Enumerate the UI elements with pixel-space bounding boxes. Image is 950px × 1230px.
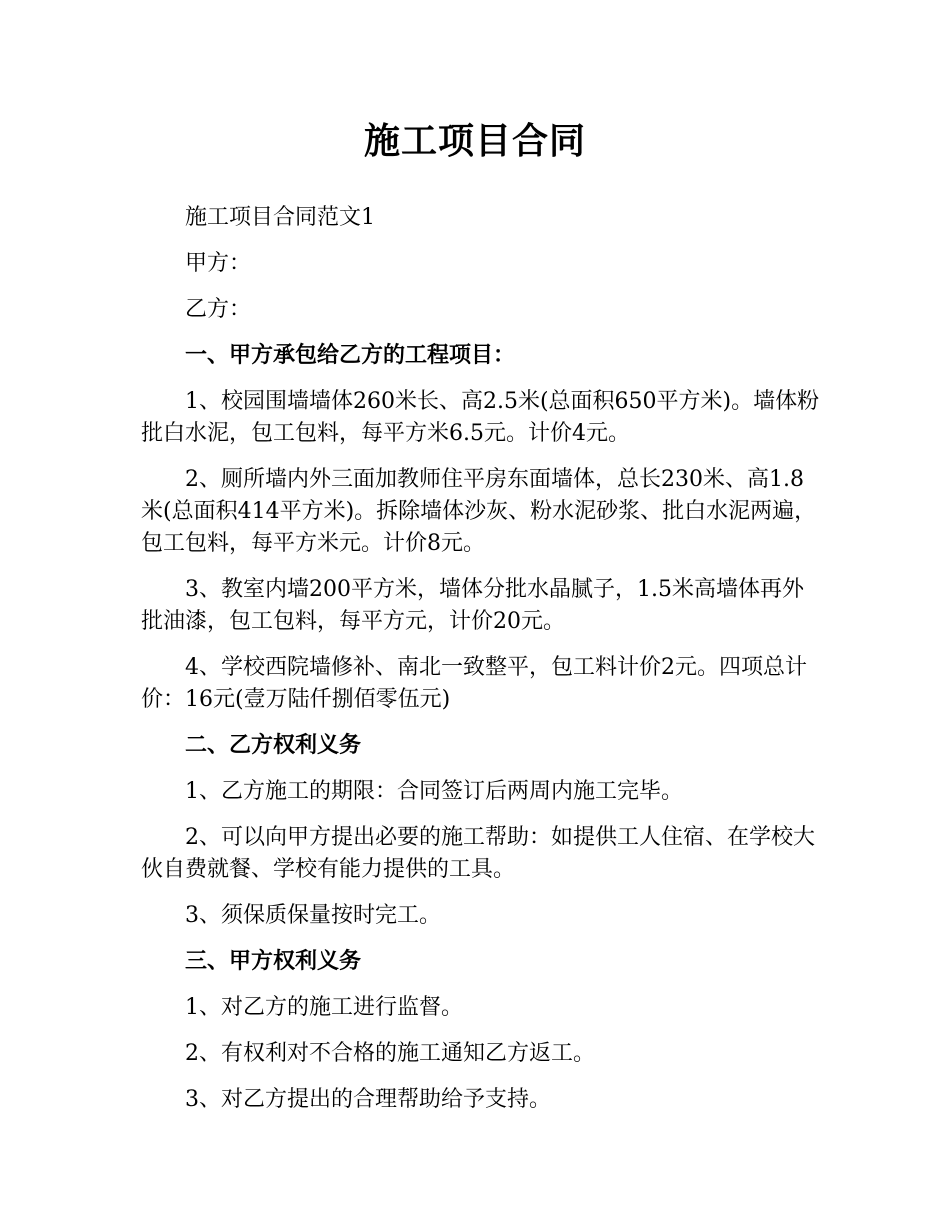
party-a-line: 甲方：	[185, 251, 252, 276]
doc-subtitle: 施工项目合同范文1	[185, 205, 375, 230]
item-2-3: 3、须保质保量按时完工。	[185, 903, 441, 928]
item-2-2: 2、可以向甲方提出必要的施工帮助：如提供工人住宿、在学校大伙自费就餐、学校有能力提供的工具。	[141, 825, 815, 882]
item-1-2: 2、厕所墙内外三面加教师住平房东面墙体，总长230米、高1.8米(总面积414平方米)。拆除墙体沙灰、粉水泥砂浆、批白水泥两遍，包工包料，每平方米元。计价8元。	[141, 467, 817, 556]
document-body	[141, 202, 821, 1130]
party-b-line: 乙方：	[185, 297, 252, 322]
section-1-heading: 一、甲方承包给乙方的工程项目：	[185, 343, 516, 368]
document-title: 施工项目合同	[363, 121, 586, 162]
item-1-4: 4、学校西院墙修补、南北一致整平，包工料计价2元。四项总计价：16元(壹万陆仟捌佰零伍元)	[141, 655, 807, 712]
section-2-heading: 二、乙方权利义务	[185, 733, 362, 758]
item-3-1: 1、对乙方的施工进行监督。	[185, 995, 463, 1020]
item-1-3: 3、教室内墙200平方米，墙体分批水晶腻子，1.5米高墙体再外批油漆，包工包料，每平方元，计价20元。	[141, 577, 804, 634]
item-3-3: 3、对乙方提出的合理帮助给予支持。	[185, 1087, 551, 1112]
section-3-heading: 三、甲方权利义务	[185, 949, 362, 974]
item-2-1: 1、乙方施工的期限：合同签订后两周内施工完毕。	[185, 779, 683, 804]
item-3-2: 2、有权利对不合格的施工通知乙方返工。	[185, 1041, 595, 1066]
item-1-1: 1、校园围墙墙体260米长、高2.5米(总面积650平方米)。墙体粉批白水泥，包工包料，每平方米6.5元。计价4元。	[141, 389, 820, 446]
